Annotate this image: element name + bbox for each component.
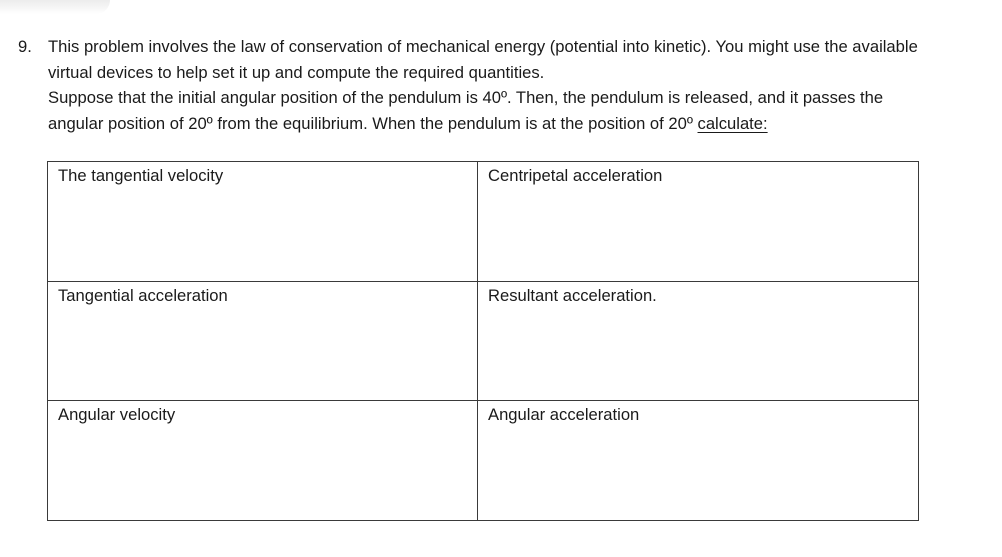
question-line-3: Suppose that the initial angular position of the pendulum is 40º. Then, the pendulum is released, and it passes the [48, 88, 884, 107]
cell-resultant-acceleration[interactable] [478, 281, 919, 401]
cell-label: The tangential velocity [58, 166, 224, 185]
question-number: 9. [18, 37, 32, 56]
question-line-4 [48, 111, 1002, 137]
scan-shadow [0, 0, 110, 14]
cell-label: Angular acceleration [488, 405, 640, 425]
cell-tangential-velocity[interactable] [48, 162, 478, 282]
cell-label: Centripetal acceleration [488, 166, 663, 185]
table-row [48, 162, 919, 282]
question-line-1: This problem involves the law of conservation of mechanical energy (potential into kinetic). You might use the available [48, 37, 918, 56]
question-text [48, 34, 1002, 136]
calculate-label: calculate: [697, 113, 768, 133]
cell-angular-velocity[interactable] [48, 401, 478, 521]
question-line-2: virtual devices to help set it up and compute the required quantities. [48, 62, 545, 82]
cell-label: Angular velocity [58, 405, 176, 425]
cell-tangential-acceleration[interactable] [48, 281, 478, 401]
table-row [48, 401, 919, 521]
cell-centripetal-acceleration[interactable] [478, 162, 919, 282]
question-line-4-text: angular position of 20º from the equilibrium. When the pendulum is at the position of 20º [48, 113, 698, 133]
cell-label: Tangential acceleration [58, 285, 228, 305]
answer-table [47, 161, 919, 521]
table-row [48, 281, 919, 401]
cell-label: Resultant acceleration. [488, 285, 657, 305]
cell-angular-acceleration[interactable] [478, 401, 919, 521]
